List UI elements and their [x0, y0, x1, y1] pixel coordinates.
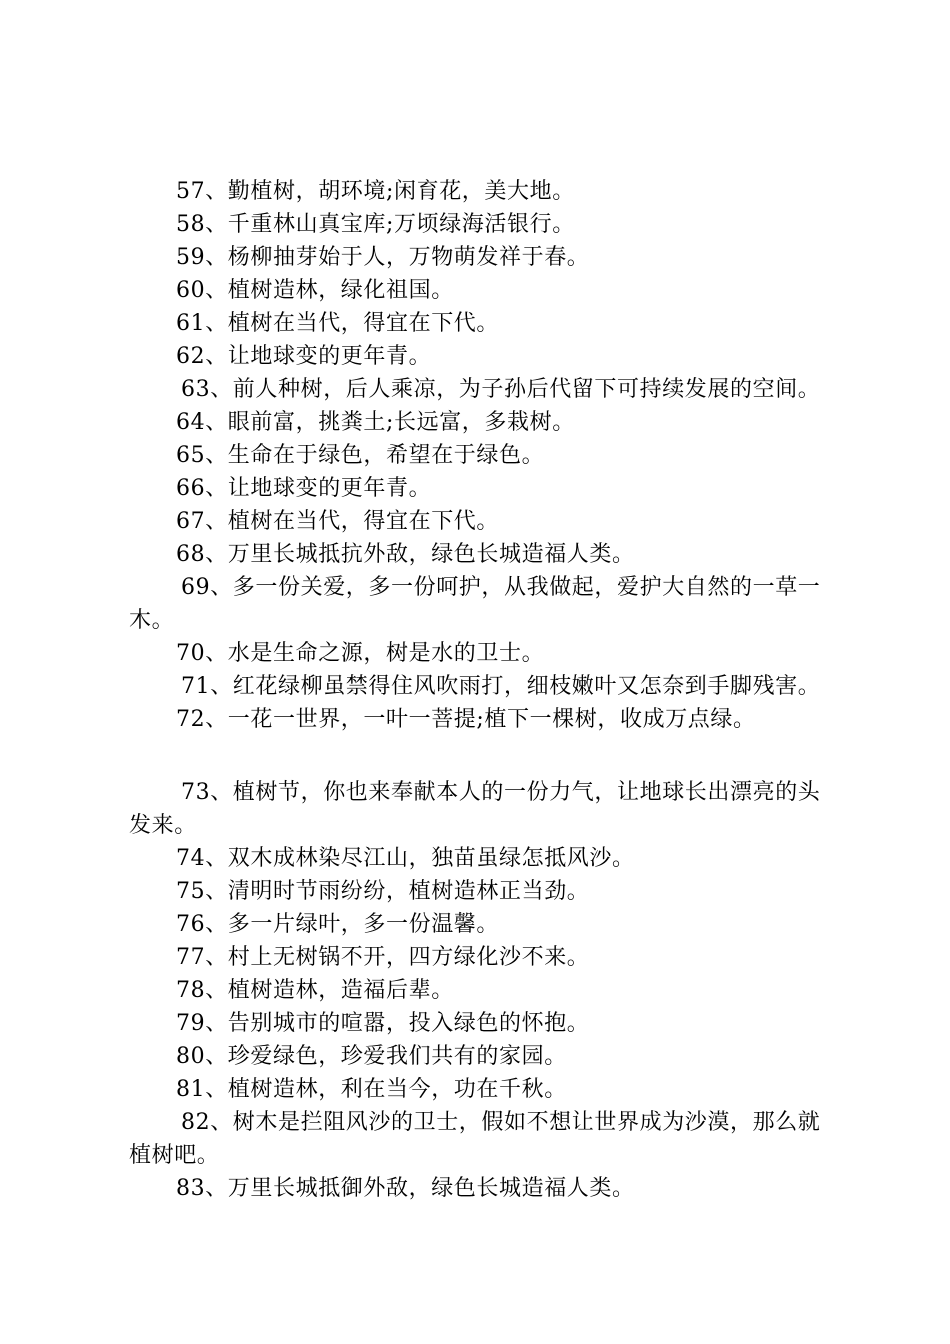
slogan-63: 63、前人种树，后人乘凉，为子孙后代留下可持续发展的空间。	[181, 377, 821, 402]
slogan-61: 61、植树在当代，得宜在下代。	[176, 311, 499, 336]
document-body	[129, 175, 834, 1205]
slogan-58: 58、千重林山真宝库;万顷绿海活银行。	[176, 212, 575, 237]
slogan-74: 74、双木成林染尽江山，独苗虽绿怎抵风沙。	[176, 846, 635, 871]
slogan-57: 57、勤植树，胡环境;闲育花，美大地。	[176, 179, 575, 204]
slogan-78: 78、植树造林，造福后辈。	[176, 978, 454, 1003]
slogan-69: 69、多一份关爱，多一份呵护，从我做起，爱护大自然的一草一木。	[129, 575, 821, 633]
slogan-60: 60、植树造林，绿化祖国。	[176, 278, 454, 303]
slogan-67: 67、植树在当代，得宜在下代。	[176, 509, 499, 534]
slogan-72: 72、一花一世界，一叶一菩提;植下一棵树，收成万点绿。	[176, 707, 756, 732]
slogan-62: 62、让地球变的更年青。	[176, 344, 432, 369]
slogan-82: 82、树木是拦阻风沙的卫士，假如不想让世界成为沙漠，那么就植树吧。	[129, 1110, 821, 1168]
slogan-59: 59、杨柳抽芽始于人，万物萌发祥于春。	[176, 245, 590, 270]
slogan-71: 71、红花绿柳虽禁得住风吹雨打，细枝嫩叶又怎奈到手脚残害。	[181, 674, 821, 699]
paragraph-gap	[129, 736, 834, 776]
slogan-77: 77、村上无树锅不开，四方绿化沙不来。	[176, 945, 590, 970]
slogan-65: 65、生命在于绿色，希望在于绿色。	[176, 443, 545, 468]
slogan-81: 81、植树造林，利在当今，功在千秋。	[176, 1077, 567, 1102]
slogan-68: 68、万里长城抵抗外敌，绿色长城造福人类。	[176, 542, 635, 567]
slogan-64: 64、眼前富，挑粪土;长远富，多栽树。	[176, 410, 575, 435]
slogan-80: 80、珍爱绿色，珍爱我们共有的家园。	[176, 1044, 567, 1069]
slogan-76: 76、多一片绿叶，多一份温馨。	[176, 912, 499, 937]
slogan-83: 83、万里长城抵御外敌，绿色长城造福人类。	[176, 1176, 635, 1201]
slogan-79: 79、告别城市的喧嚣，投入绿色的怀抱。	[176, 1011, 590, 1036]
slogan-75: 75、清明时节雨纷纷，植树造林正当劲。	[176, 879, 590, 904]
slogan-73: 73、植树节，你也来奉献本人的一份力气，让地球长出漂亮的头发来。	[129, 780, 821, 838]
slogan-70: 70、水是生命之源，树是水的卫士。	[176, 641, 545, 666]
slogan-66: 66、让地球变的更年青。	[176, 476, 432, 501]
